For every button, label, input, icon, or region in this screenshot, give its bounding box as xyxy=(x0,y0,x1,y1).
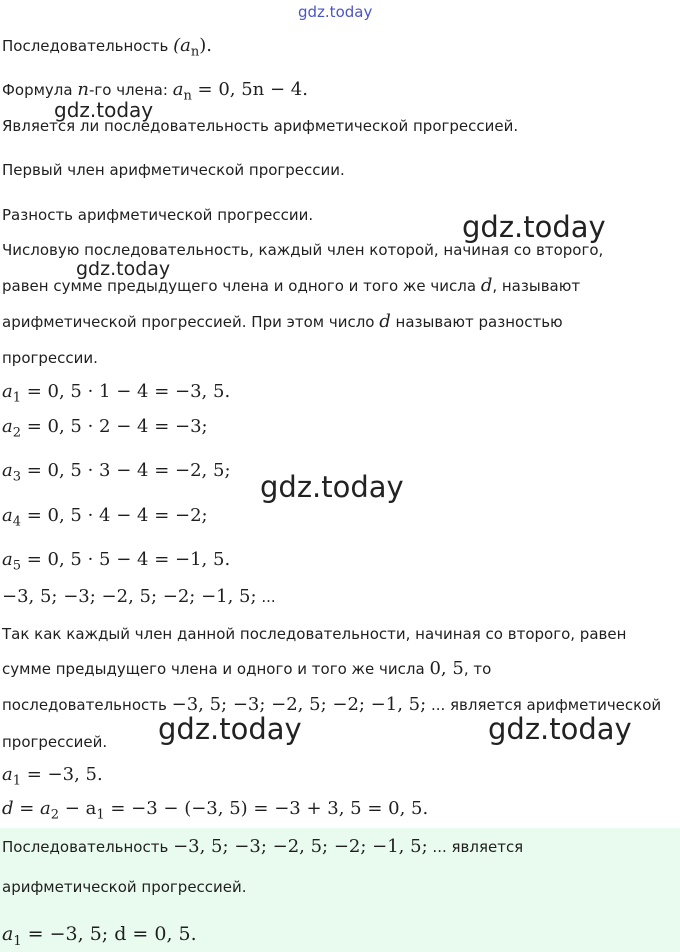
first-term-calc: $a_1 = -3$, 5. xyxy=(2,764,103,789)
sequence-title: Последовательность $(a_n)$. xyxy=(2,35,212,60)
conclusion-line-2: сумме предыдущего члена и одного и того же числа 0, 5, то xyxy=(2,658,492,679)
difference-calc: $d = a_2 - a_1 = -3 - (-3$, 5) = −3 + 3, 5 = 0, 5. xyxy=(2,798,429,823)
watermark: gdz.today xyxy=(76,258,171,280)
watermark: gdz.today xyxy=(462,210,606,244)
watermark-top: gdz.today xyxy=(298,3,373,21)
definition-line-2: равен сумме предыдущего члена и одного и того же числа d, называют xyxy=(2,275,581,296)
term-a2: $a_2 = 0$, 5 · 2 − 4 = −3; xyxy=(2,416,208,441)
definition-line-1: Числовую последовательность, каждый член которой, начиная со второго, xyxy=(2,241,604,259)
conclusion-line-4: прогрессией. xyxy=(2,733,108,751)
formula-line: Формула n-го члена: $a_n = 0$, 5n − 4. xyxy=(2,79,308,104)
term-a5: $a_5 = 0$, 5 · 5 − 4 = −1, 5. xyxy=(2,549,231,574)
conclusion-line-3: последовательность −3, 5; −3; −2, 5; −2; −1, 5; ... является арифметической xyxy=(2,694,662,715)
conclusion-line-1: Так как каждый член данной последовательности, начиная со второго, равен xyxy=(2,625,627,643)
watermark: gdz.today xyxy=(488,712,632,746)
definition-line-4: прогрессии. xyxy=(2,349,98,367)
sequence-values: −3, 5; −3; −2, 5; −2; −1, 5; ... xyxy=(2,586,276,607)
question-progression: Является ли последовательность арифметической прогрессией. xyxy=(2,117,519,135)
watermark: gdz.today xyxy=(54,98,154,122)
answer-line-2: арифметической прогрессией. xyxy=(2,878,247,896)
question-first-term: Первый член арифметической прогрессии. xyxy=(2,161,345,179)
term-a3: $a_3 = 0$, 5 · 3 − 4 = −2, 5; xyxy=(2,460,231,485)
term-a4: $a_4 = 0$, 5 · 4 − 4 = −2; xyxy=(2,505,208,530)
answer-line-3: $a_1 = -3$, 5; d = 0, 5. xyxy=(2,923,197,949)
watermark: gdz.today xyxy=(260,470,404,504)
watermark: gdz.today xyxy=(158,712,302,746)
definition-line-3: арифметической прогрессией. При этом число d называют разностью xyxy=(2,311,563,332)
question-difference: Разность арифметической прогрессии. xyxy=(2,206,314,224)
term-a1: $a_1 = 0$, 5 · 1 − 4 = −3, 5. xyxy=(2,381,231,406)
answer-line-1: Последовательность −3, 5; −3; −2, 5; −2; −1, 5; ... является xyxy=(2,836,524,857)
